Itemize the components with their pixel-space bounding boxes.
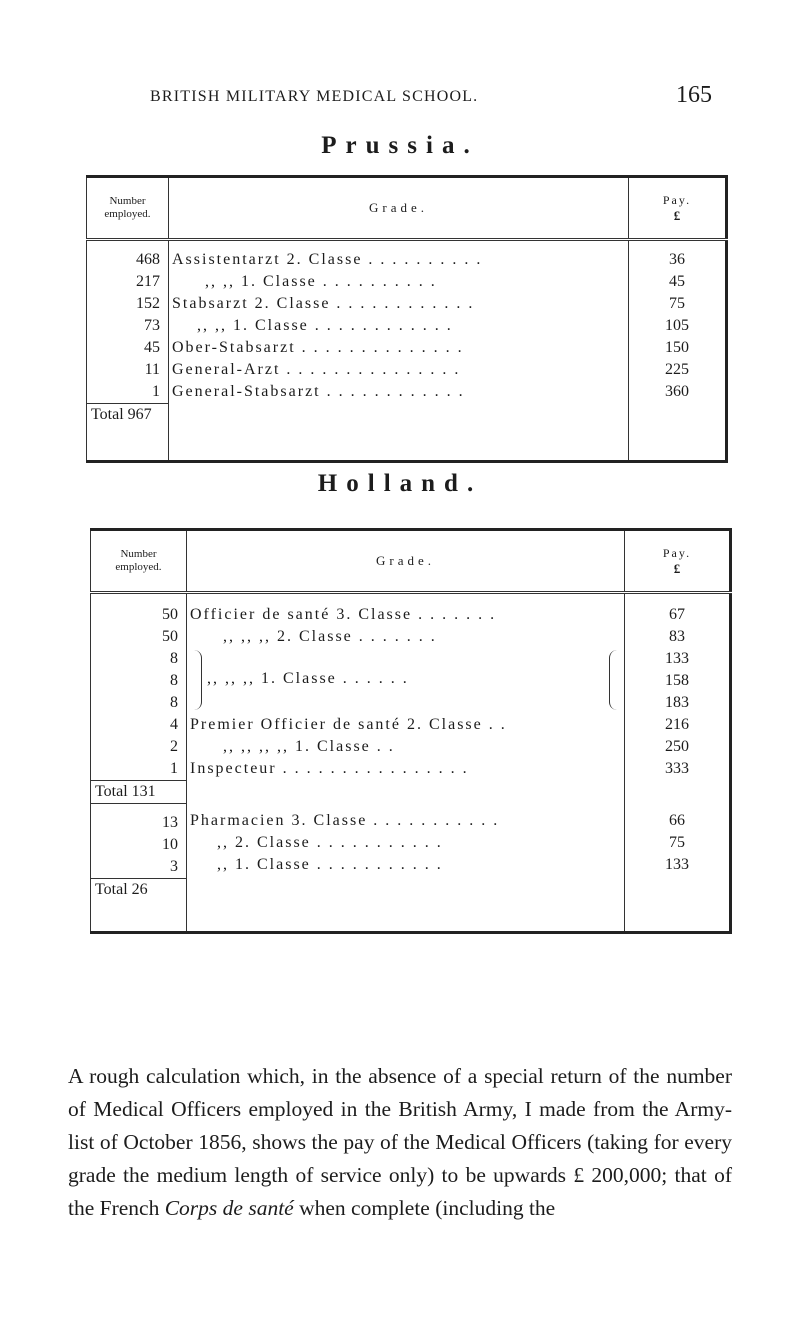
table-cell: 1 xyxy=(152,383,160,400)
table-cell: General-Arzt . . . . . . . . . . . . . . . xyxy=(172,361,461,378)
table-cell: 45 xyxy=(669,273,685,290)
body-text-main: A rough calculation which, in the absence of a special return of the number of Medical Officers employed in the British Army, I made from the Army-list of October 1856, shows the pay of the Medical Officers (taking for every grade the medium length of service only) to be upwards £ 200,000; that of the French xyxy=(68,1064,732,1220)
table-cell: 67 xyxy=(669,606,685,623)
running-head xyxy=(150,82,712,116)
table-cell: 183 xyxy=(665,694,689,711)
table-cell: 11 xyxy=(144,361,160,378)
table-cell: 333 xyxy=(665,760,689,777)
running-head-title: BRITISH MILITARY MEDICAL SCHOOL. xyxy=(150,88,479,105)
prussia-header-pay: Pay. £ xyxy=(629,177,727,240)
table-cell: 83 xyxy=(669,628,685,645)
table-cell: General-Stabsarzt . . . . . . . . . . . . xyxy=(172,383,465,400)
table-cell: 360 xyxy=(665,383,689,400)
holland-pay-column xyxy=(625,593,731,933)
table-cell: 133 xyxy=(665,856,689,873)
prussia-header-grade: Grade. xyxy=(169,177,629,240)
table-cell: 36 xyxy=(669,251,685,268)
left-brace-icon xyxy=(193,650,202,710)
table-cell: 150 xyxy=(665,339,689,356)
table-cell: 8 xyxy=(170,650,178,667)
table-cell: 152 xyxy=(136,295,160,312)
table-cell: Pharmacien 3. Classe . . . . . . . . . . . xyxy=(190,812,500,829)
table-cell: 216 xyxy=(665,716,689,733)
table-cell: 2 xyxy=(170,738,178,755)
table-cell: 3 xyxy=(170,858,178,875)
table-cell: ,, ,, 1. Classe . . . . . . . . . . . . xyxy=(197,317,453,334)
pound-sign: £ xyxy=(673,207,681,223)
prussia-title: Prussia. xyxy=(321,132,479,159)
body-text-end: when complete (including the xyxy=(299,1196,556,1220)
table-cell: 50 xyxy=(162,628,178,645)
holland-header-number: Number employed. xyxy=(91,530,187,593)
table-cell: 8 xyxy=(170,694,178,711)
table-cell: Ober-Stabsarzt . . . . . . . . . . . . . . xyxy=(172,339,464,356)
prussia-header-number: Number employed. xyxy=(87,177,169,240)
body-text-italic: Corps de santé xyxy=(164,1196,294,1220)
holland-total-2: Total 26 xyxy=(91,878,186,901)
right-brace-icon xyxy=(609,650,618,710)
table-cell: Inspecteur . . . . . . . . . . . . . . . . xyxy=(190,760,469,777)
page-number: 165 xyxy=(676,82,712,108)
table-cell: 50 xyxy=(162,606,178,623)
table-cell: ,, 2. Classe . . . . . . . . . . . xyxy=(217,834,443,851)
table-cell: 250 xyxy=(665,738,689,755)
prussia-number-column xyxy=(87,240,169,462)
table-cell: Assistentarzt 2. Classe . . . . . . . . . . xyxy=(172,251,483,268)
table-cell: 66 xyxy=(669,812,685,829)
holland-table xyxy=(90,528,732,934)
table-cell: ,, ,, ,, ,, 1. Classe . . xyxy=(223,738,395,755)
holland-header-grade: Grade. xyxy=(187,530,625,593)
prussia-table xyxy=(86,175,728,463)
table-cell: 13 xyxy=(162,814,178,831)
table-cell: Stabsarzt 2. Classe . . . . . . . . . . . . xyxy=(172,295,475,312)
holland-bracket-group xyxy=(187,648,624,714)
table-cell: 75 xyxy=(669,834,685,851)
table-cell: 105 xyxy=(665,317,689,334)
prussia-pay-column xyxy=(629,240,727,462)
body-paragraph xyxy=(68,1060,732,1225)
table-cell: 468 xyxy=(136,251,160,268)
table-cell: 73 xyxy=(144,317,160,334)
prussia-grade-column xyxy=(169,240,629,462)
table-cell: ,, ,, ,, 1. Classe . . . . . . xyxy=(207,670,409,687)
table-cell: ,, ,, ,, 2. Classe . . . . . . . xyxy=(223,628,437,645)
table-cell: 1 xyxy=(170,760,178,777)
table-cell: 217 xyxy=(136,273,160,290)
table-cell: Premier Officier de santé 2. Classe . . xyxy=(190,716,507,733)
table-cell: 225 xyxy=(665,361,689,378)
table-cell: 75 xyxy=(669,295,685,312)
holland-total-1: Total 131 xyxy=(91,780,186,803)
table-cell: 4 xyxy=(170,716,178,733)
holland-header-pay: Pay. £ xyxy=(625,530,731,593)
pound-sign: £ xyxy=(673,560,681,576)
table-cell: Officier de santé 3. Classe . . . . . . . xyxy=(190,606,497,623)
holland-number-column xyxy=(91,593,187,933)
holland-title: Holland. xyxy=(317,470,483,497)
table-cell: 8 xyxy=(170,672,178,689)
holland-grade-column xyxy=(187,593,625,933)
table-cell: 45 xyxy=(144,339,160,356)
table-cell: 10 xyxy=(162,836,178,853)
prussia-total: Total 967 xyxy=(87,403,168,426)
table-cell: 158 xyxy=(665,672,689,689)
table-cell: ,, ,, 1. Classe . . . . . . . . . . xyxy=(205,273,437,290)
table-cell: ,, 1. Classe . . . . . . . . . . . xyxy=(217,856,443,873)
table-cell: 133 xyxy=(665,650,689,667)
